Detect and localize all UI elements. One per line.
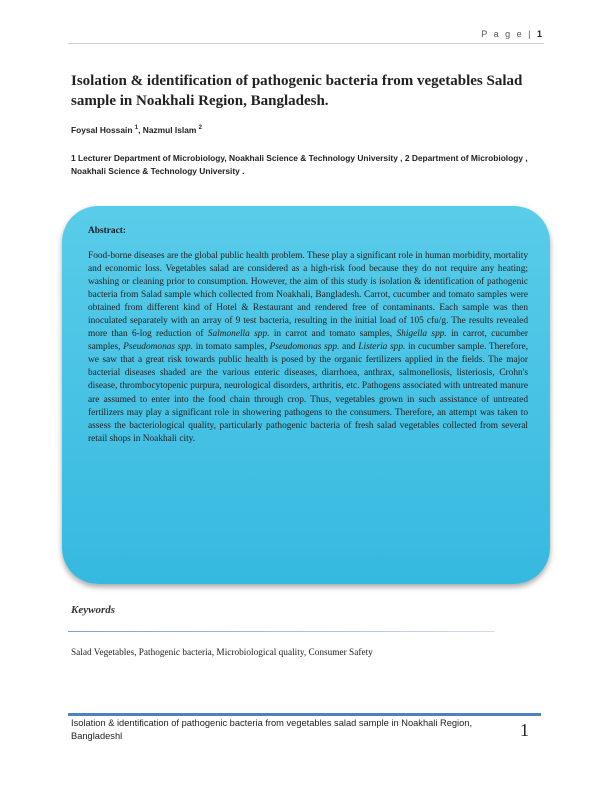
keywords-heading: Keywords	[71, 604, 115, 616]
abstract-heading: Abstract:	[88, 226, 127, 236]
abstract-segment-italic: Listeria spp.	[358, 342, 406, 353]
abstract-segment-italic: Pseudomonas spp.	[123, 342, 194, 353]
abstract-segment-italic: Shigella spp.	[396, 329, 447, 340]
abstract-segment: in cucumber sample. Therefore, we saw that a great risk towards public health is posed by the organic fertilizers applied in the fields. The major bacterial diseases shaded are the various enteric diseases, diarrhoea, anthrax, salmonellosis, listeriosis, Crohn's disease, thrombocytopenic purpura, neurological disorders, arthritis, etc. Pathogens associated with untreated manure are assumed to enter into the food chain through crop. Thus, vegetables grown in such assistance of untreated fertilizers may play a significant role in showering pathogens to the consumers. Therefore, an attempt was taken to assess the bacteriological quality, particularly pathogenic bacteria of fresh salad vegetables collected from several retail shops in Noakhali city.	[88, 342, 529, 444]
page-separator: |	[528, 29, 533, 39]
footer-page-number: 1	[520, 720, 529, 740]
abstract-segment-italic: Pseudomonas spp.	[269, 342, 340, 353]
author-name: Nazmul Islam	[142, 125, 197, 135]
author-name: Foysal Hossain	[71, 125, 133, 135]
abstract-text	[88, 250, 528, 446]
abstract-box	[62, 206, 550, 584]
abstract-segment: Food-borne diseases are the global public health problem. These play a significant role in human morbidity, mortality and economic loss. Vegetables salad are considered as a high-risk food because they do not require any heating; washing or cleaning prior to consumption. However, the aim of this study is isolation & identification of pathogenic bacteria from Salad sample which collected from Noakhali, Bangladesh. Carrot, cucumber and tomato samples were obtained from different kind of Hotel & Restaurant and rendered free of contaminants. Each sample was then inoculated separately with an array of 9 test bacteria, resulting in the initial load of 105 cfu/g. The results revealed more than 6-log reduction of	[88, 251, 528, 340]
footer-rule	[68, 713, 541, 716]
author-list	[71, 125, 202, 135]
abstract-segment: in carrot and tomato samples,	[269, 329, 397, 340]
footer-text: Isolation & identification of pathogenic bacteria from vegetables salad sample in Noakhali Region, Bangladeshl	[71, 718, 473, 741]
abstract-segment: and	[339, 342, 359, 353]
abstract-segment-italic: Salmonella spp.	[207, 329, 270, 340]
author-separator: ,	[138, 125, 143, 135]
keywords-text: Salad Vegetables, Pathogenic bacteria, Microbiological quality, Consumer Safety	[71, 648, 373, 658]
page-label: P a g e	[481, 29, 524, 39]
abstract-segment: in carrot, cucumber samples,	[88, 329, 528, 353]
author-superscript: 2	[198, 125, 202, 132]
paper-title: Isolation & identification of pathogenic bacteria from vegetables Salad sample in Noakhali Region, Bangladesh.	[71, 73, 523, 109]
author-superscript: 1	[134, 125, 139, 132]
abstract-segment: in tomato samples,	[193, 342, 270, 353]
keywords-rule	[68, 631, 494, 632]
header-page-number: 1	[536, 29, 542, 39]
page-header	[481, 29, 542, 39]
affiliation: 1 Lecturer Department of Microbiology, Noakhali Science & Technology University , 2 Department of Microbiology , Noakhali Science & Technology University .	[71, 153, 528, 176]
header-rule	[68, 43, 544, 44]
